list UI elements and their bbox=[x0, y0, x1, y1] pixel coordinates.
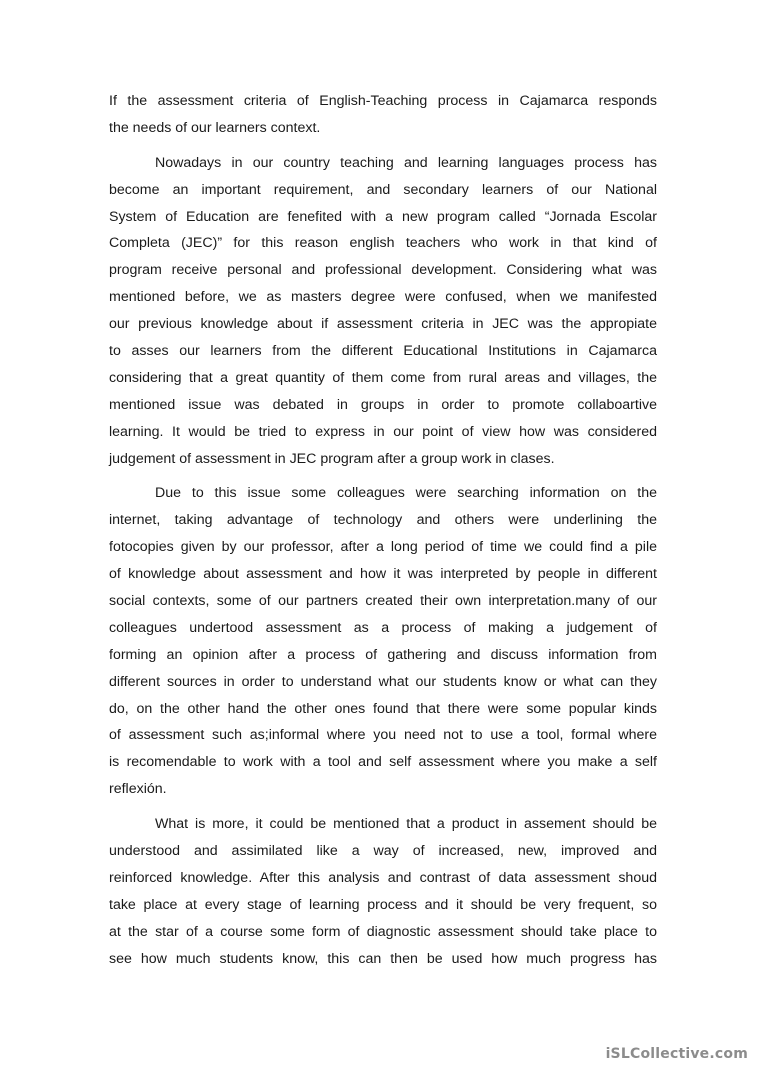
text-line: reinforced knowledge. After this analysis and contrast of data assessment shoud bbox=[109, 869, 657, 886]
text-line: forming an opinion after a process of gathering and discuss information from bbox=[109, 646, 657, 663]
text-line: to asses our learners from the different Educational Institutions in Cajamarca bbox=[109, 343, 657, 360]
text-line: take place at every stage of learning process and it should be very frequent, so bbox=[109, 896, 657, 913]
text-line: do, on the other hand the other ones found that there were some popular kinds bbox=[109, 700, 657, 717]
text-line: program receive personal and professional development. Considering what was bbox=[109, 262, 657, 279]
paragraph bbox=[109, 811, 657, 972]
paragraph bbox=[109, 88, 657, 142]
text-line: of assessment such as;informal where you need not to use a tool, formal where bbox=[109, 727, 657, 744]
text-line: different sources in order to understand what our students know or what can they bbox=[109, 673, 657, 690]
text-line: learning. It would be tried to express in our point of view how was considered bbox=[109, 423, 657, 440]
text-line: become an important requirement, and secondary learners of our National bbox=[109, 181, 657, 198]
text-line: Nowadays in our country teaching and learning languages process has bbox=[155, 154, 657, 171]
text-line: mentioned before, we as masters degree were confused, when we manifested bbox=[109, 289, 657, 306]
text-line: social contexts, some of our partners created their own interpretation.many of our bbox=[109, 593, 657, 610]
text-line: What is more, it could be mentioned that a product in assement should be bbox=[155, 816, 657, 833]
text-line: judgement of assessment in JEC program after a group work in clases. bbox=[109, 450, 555, 467]
text-line: fotocopies given by our professor, after a long period of time we could find a pile bbox=[109, 539, 657, 556]
text-line: reflexión. bbox=[109, 781, 167, 798]
paragraph bbox=[109, 150, 657, 473]
watermark: iSLCollective.com bbox=[605, 1046, 748, 1062]
paragraph bbox=[109, 480, 657, 803]
text-line: see how much students know, this can then be used how much progress has bbox=[109, 950, 657, 967]
text-line: If the assessment criteria of English-Teaching process in Cajamarca responds bbox=[109, 93, 657, 109]
document-body bbox=[109, 88, 657, 981]
text-line: is recomendable to work with a tool and self assessment where you make a self bbox=[109, 754, 657, 771]
text-line: at the star of a course some form of diagnostic assessment should take place to bbox=[109, 923, 657, 940]
text-line: considering that a great quantity of them come from rural areas and villages, the bbox=[109, 369, 657, 386]
text-line: understood and assimilated like a way of increased, new, improved and bbox=[109, 843, 657, 860]
text-line: colleagues undertood assessment as a process of making a judgement of bbox=[109, 619, 657, 636]
text-line: System of Education are fenefited with a new program called “Jornada Escolar bbox=[109, 208, 657, 225]
text-line: internet, taking advantage of technology and others were underlining the bbox=[109, 512, 657, 529]
text-line: mentioned issue was debated in groups in order to promote collaboartive bbox=[109, 396, 657, 413]
text-line: of knowledge about assessment and how it was interpreted by people in different bbox=[109, 566, 657, 583]
text-line: Due to this issue some colleagues were searching information on the bbox=[155, 485, 657, 502]
text-line: the needs of our learners context. bbox=[109, 119, 321, 136]
text-line: our previous knowledge about if assessment criteria in JEC was the appropiate bbox=[109, 316, 657, 333]
text-line: Completa (JEC)” for this reason english teachers who work in that kind of bbox=[109, 235, 657, 252]
